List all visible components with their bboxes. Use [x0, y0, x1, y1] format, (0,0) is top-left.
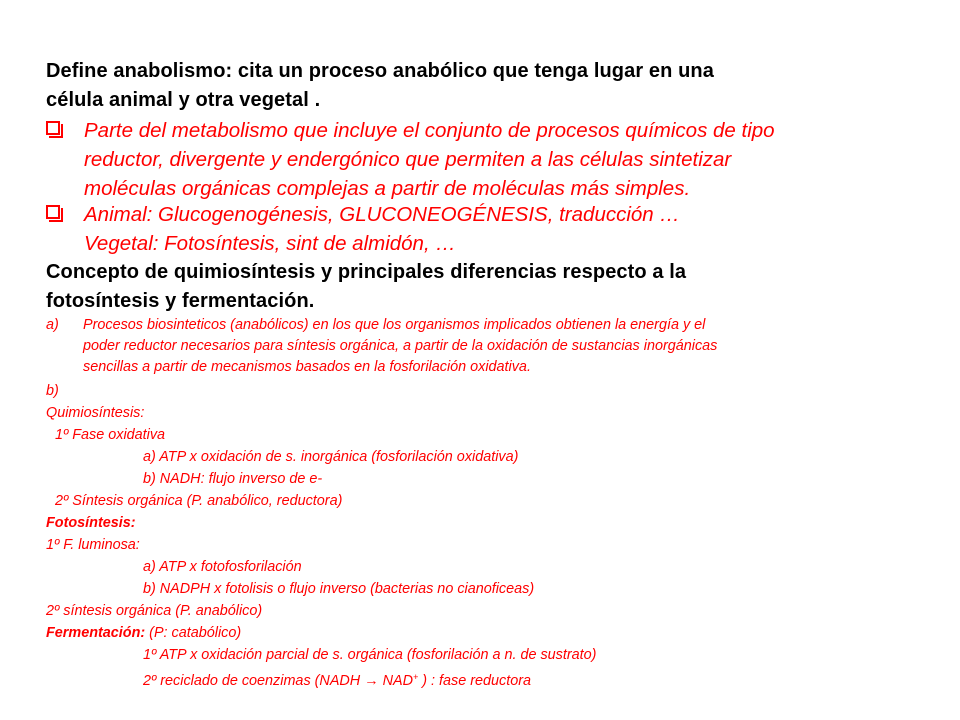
quimiosintesis-phase-1-b: b) NADH: flujo inverso de e- — [143, 471, 323, 487]
fotosintesis-phase-1-a: a) ATP x fotofosforilación — [143, 559, 302, 575]
quimiosintesis-phase-1-a: a) ATP x oxidación de s. inorgánica (fosforilación oxidativa) — [143, 449, 519, 465]
answer-b-label: b) — [46, 383, 59, 399]
bullet-2-line-1: Animal: Glucogenogénesis, GLUCONEOGÉNESIS, traducción … — [84, 203, 680, 226]
bullet-1-line-1: Parte del metabolismo que incluye el conjunto de procesos químicos de tipo — [84, 119, 775, 142]
fermentacion-step-2-nad: NAD — [378, 673, 413, 689]
answer-a-line-2: poder reductor necesarios para síntesis orgánica, a partir de la oxidación de sustancias inorgánicas — [83, 338, 718, 354]
fermentacion-step-2 — [143, 667, 531, 693]
question-1-line-1: Define anabolismo: cita un proceso anabólico que tenga lugar en una — [46, 60, 714, 82]
question-2-line-1: Concepto de quimiosíntesis y principales diferencias respecto a la — [46, 261, 687, 283]
quimiosintesis-phase-1: 1º Fase oxidativa — [55, 427, 166, 443]
answer-a-label: a) — [46, 317, 59, 333]
question-2-line-2: fotosíntesis y fermentación. — [46, 290, 315, 312]
fotosintesis-phase-1: 1º F. luminosa: — [46, 537, 140, 553]
fermentacion-step-2-pre: 2º reciclado de coenzimas (NADH — [143, 673, 365, 689]
quimiosintesis-phase-2: 2º Síntesis orgánica (P. anabólico, reductora) — [55, 493, 343, 509]
square-bullet-icon — [46, 205, 60, 219]
bullet-1-line-3: moléculas orgánicas complejas a partir de moléculas más simples. — [84, 177, 691, 200]
fotosintesis-phase-2: 2º síntesis orgánica (P. anabólico) — [46, 603, 263, 619]
fermentacion-note: (P: catabólico) — [145, 625, 242, 641]
fermentacion-step-1: 1º ATP x oxidación parcial de s. orgánica (fosforilación a n. de sustrato) — [143, 647, 597, 663]
fotosintesis-title: Fotosíntesis: — [46, 515, 136, 531]
square-bullet-icon — [46, 121, 60, 135]
arrow-right-icon: → — [364, 673, 379, 689]
answer-a-line-3: sencillas a partir de mecanismos basados en la fosforilación oxidativa. — [83, 359, 531, 375]
question-1-line-2: célula animal y otra vegetal . — [46, 89, 321, 111]
bullet-2-line-2: Vegetal: Fotosíntesis, sint de almidón, … — [84, 232, 456, 255]
bullet-1-line-2: reductor, divergente y endergónico que permiten a las células sintetizar — [84, 148, 732, 171]
quimiosintesis-title: Quimiosíntesis: — [46, 405, 145, 421]
fermentacion-step-2-post: ) : fase reductora — [418, 673, 532, 689]
fermentacion-title: Fermentación: — [46, 625, 146, 641]
fotosintesis-phase-1-b: b) NADPH x fotolisis o flujo inverso (bacterias no cianoficeas) — [143, 581, 535, 597]
fermentacion-heading — [46, 623, 241, 645]
answer-a-line-1: Procesos biosinteticos (anabólicos) en los que los organismos implicados obtienen la energía y el — [83, 317, 706, 333]
superscript-plus: + — [412, 672, 419, 682]
